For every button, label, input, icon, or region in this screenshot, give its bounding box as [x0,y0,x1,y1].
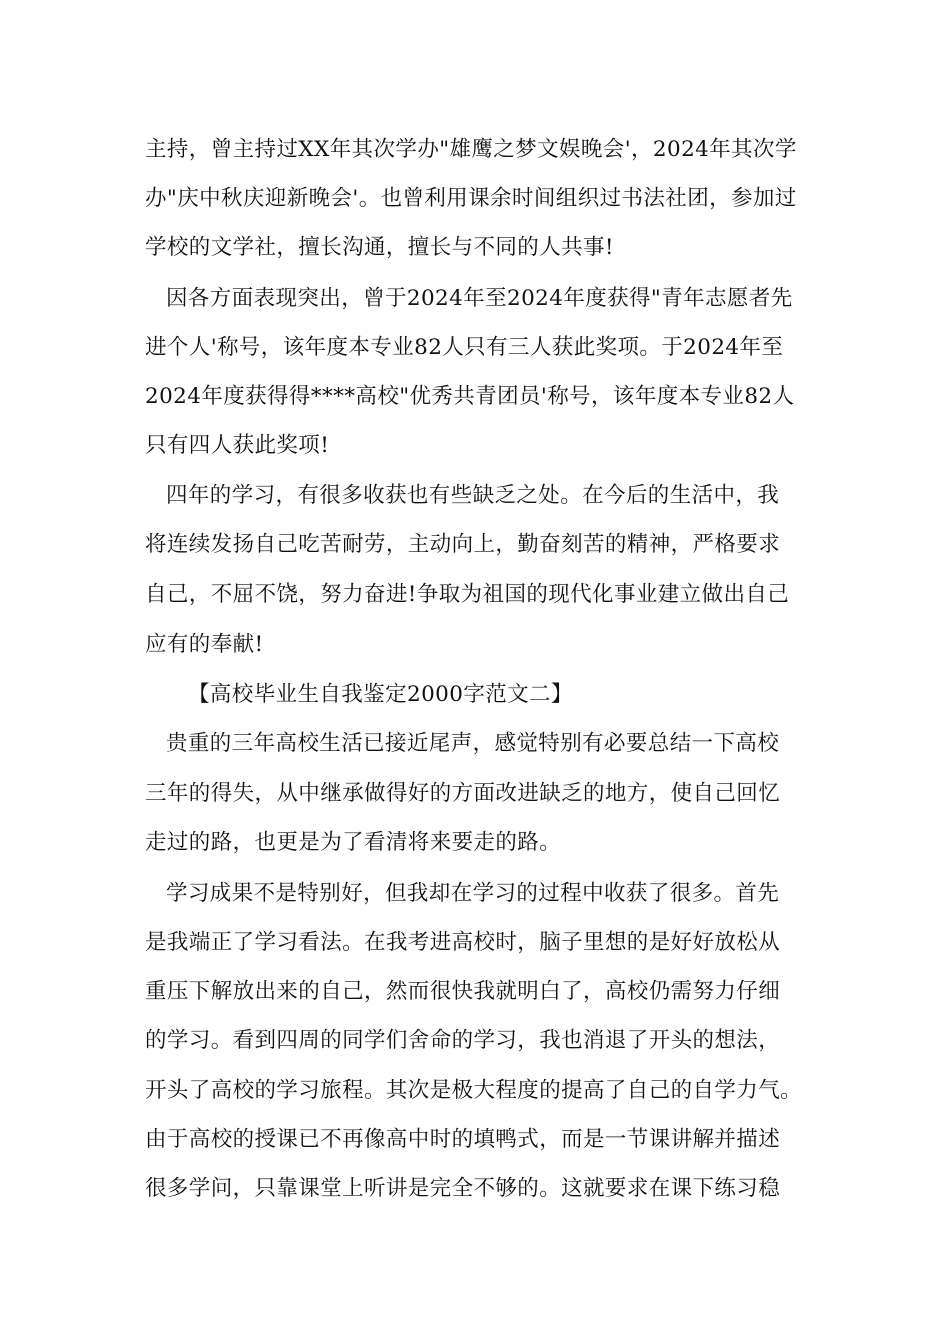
text-line: 将连续发扬自己吃苦耐劳，主动向上，勤奋刻苦的精神，严格要求 [145,532,781,557]
text-line: 主持，曾主持过XX年其次学办"雄鹰之梦文娱晚会'，2024年其次学 [145,137,797,162]
paragraph-first-line: 因各方面表现突出，曾于2024年至2024年度获得"青年志愿者先 [166,286,793,311]
section-heading: 【高校毕业生自我鉴定2000字范文二】 [188,682,573,707]
paragraph-first-line: 四年的学习，有很多收获也有些缺乏之处。在今后的生活中，我 [166,483,780,508]
text-line: 进个人'称号，该年度本专业82人只有三人获此奖项。于2024年至 [145,335,784,360]
text-line: 很多学问，只靠课堂上听讲是完全不够的。这就要求在课下练习稳 [145,1176,781,1201]
text-line: 由于高校的授课已不再像高中时的填鸭式，而是一节课讲解并描述 [145,1127,781,1152]
paragraph-first-line: 学习成果不是特别好，但我却在学习的过程中收获了很多。首先 [166,881,780,906]
paragraph-first-line: 贵重的三年高校生活已接近尾声，感觉特别有必要总结一下高校 [166,731,780,756]
text-line: 开头了高校的学习旅程。其次是极大程度的提高了自己的自学力气。 [145,1078,803,1103]
text-line: 走过的路，也更是为了看清将来要走的路。 [145,830,562,855]
text-line: 是我端正了学习看法。在我考进高校时，脑子里想的是好好放松从 [145,930,781,955]
text-line: 三年的得失，从中继承做得好的方面改进缺乏的地方，使自己回忆 [145,781,781,806]
text-line: 自己，不屈不饶，努力奋进!争取为祖国的现代化事业建立做出自己 [145,582,790,607]
text-line: 2024年度获得得****高校"优秀共青团员'称号，该年度本专业82人 [145,384,795,409]
text-line: 只有四人获此奖项! [145,433,330,458]
text-line: 的学习。看到四周的同学们舍命的学习，我也消退了开头的想法， [145,1028,781,1053]
text-line: 学校的文学社，擅长沟通，擅长与不同的人共事! [145,235,614,260]
text-line: 重压下解放出来的自己，然而很快我就明白了，高校仍需努力仔细 [145,979,781,1004]
text-line: 应有的奉献! [145,632,264,657]
text-line: 办"庆中秋庆迎新晚会'。也曾利用课余时间组织过书法社团，参加过 [145,186,797,211]
